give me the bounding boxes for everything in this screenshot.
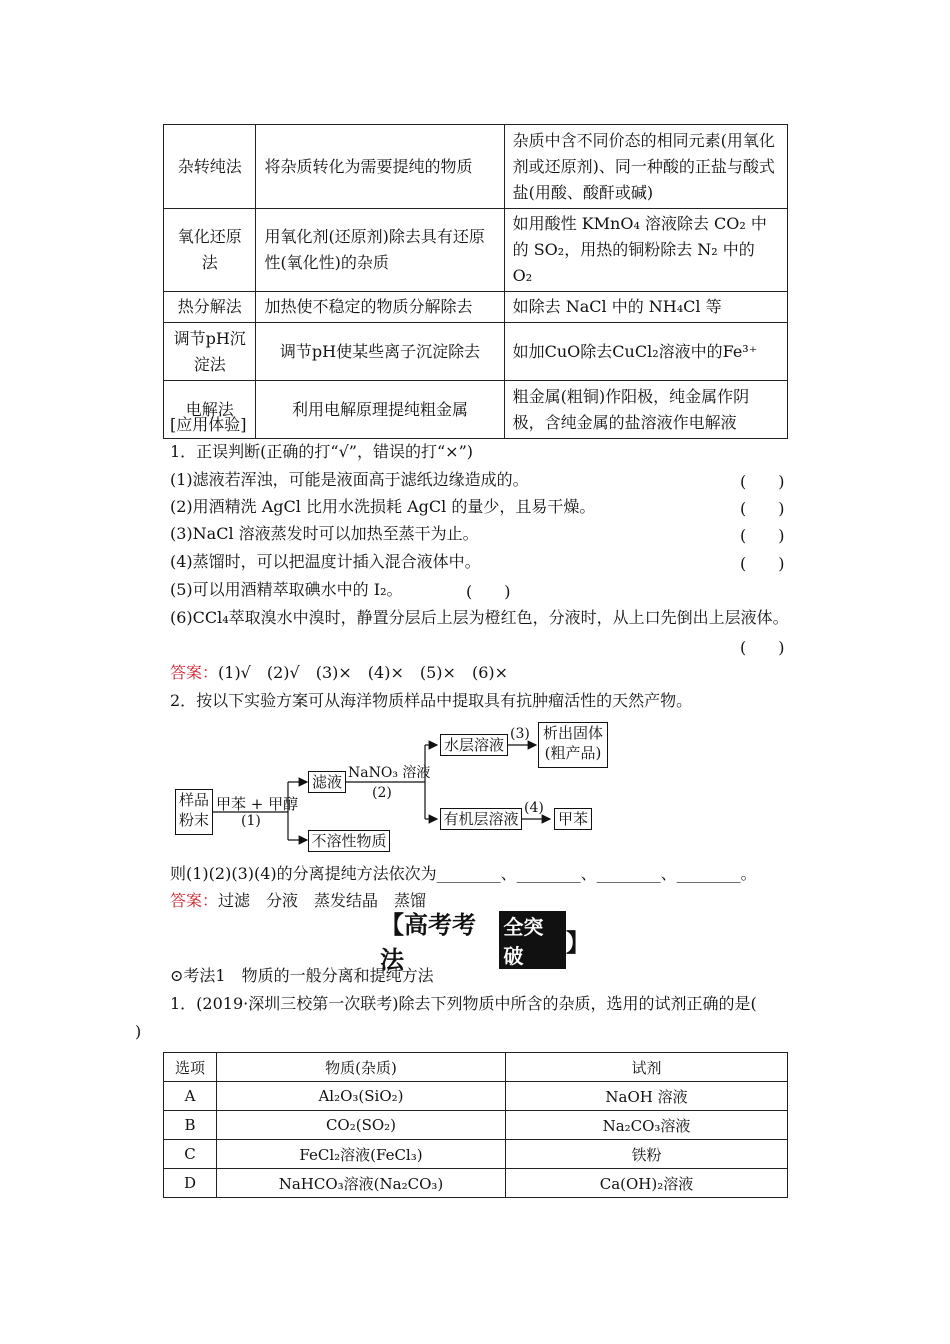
- answer-blank: ( ): [740, 472, 785, 491]
- table-cell: CO₂(SO₂): [217, 1111, 506, 1140]
- table-cell: 如除去 NaCl 中的 NH₄Cl 等: [504, 292, 787, 323]
- question-title: 2．按以下实验方案可从海洋物质样品中提取具有抗肿瘤活性的天然产物。: [170, 691, 693, 710]
- table-row: [164, 1082, 788, 1111]
- sample-label: 样品: [178, 791, 209, 809]
- table-cell: 热分解法: [164, 292, 256, 323]
- table-cell: 调节pH沉淀法: [164, 323, 256, 381]
- list-item: (3)NaCl 溶液蒸发时可以加热至蒸干为止。: [170, 524, 479, 543]
- heading-text: 【高考考法: [380, 911, 476, 974]
- toluene-box: 甲苯: [554, 808, 592, 830]
- kaofa-label: ⊙考法1 物质的一般分离和提纯方法: [170, 966, 434, 985]
- table-cell: B: [164, 1111, 217, 1140]
- table-row: [164, 381, 788, 439]
- table-cell: 调节pH使某些离子沉淀除去: [256, 323, 504, 381]
- step3-label: (3): [510, 726, 530, 742]
- table-cell: FeCl₂溶液(FeCl₃): [217, 1140, 506, 1169]
- answer-blank: ( ): [466, 582, 511, 601]
- table-cell: 杂转纯法: [164, 125, 256, 209]
- table-cell: D: [164, 1169, 217, 1198]
- question-title: 1．(2019·深圳三校第一次联考)除去下列物质中所含的杂质，选用的试剂正确的是(: [170, 994, 757, 1013]
- table-cell: 如加CuO除去CuCl₂溶液中的Fe³⁺: [504, 323, 787, 381]
- heading-bracket: 】: [566, 928, 590, 957]
- step2-label: (2): [372, 785, 392, 801]
- reagent-table: [163, 1052, 788, 1198]
- answer-line: [170, 662, 508, 684]
- answer-blank: ( ): [740, 526, 785, 545]
- table-row: [164, 209, 788, 292]
- section-heading: [380, 911, 590, 974]
- solid-box: [538, 722, 608, 768]
- question-title: 1．正误判断(正确的打“√”，错误的打“×”): [170, 442, 473, 461]
- table-cell: 氧化还原法: [164, 209, 256, 292]
- list-item: (2)用酒精洗 AgCl 比用水洗损耗 AgCl 的量少，且易干燥。: [170, 497, 596, 516]
- organic-box: 有机层溶液: [440, 808, 522, 830]
- table-cell: 将杂质转化为需要提纯的物质: [256, 125, 504, 209]
- table-cell: C: [164, 1140, 217, 1169]
- table-row: [164, 1169, 788, 1198]
- table-cell: 如用酸性 KMnO₄ 溶液除去 CO₂ 中的 SO₂，用热的铜粉除去 N₂ 中的 O₂: [504, 209, 787, 292]
- table-cell: A: [164, 1082, 217, 1111]
- table-cell: 利用电解原理提纯粗金属: [256, 381, 504, 439]
- table-header-row: [164, 1053, 788, 1082]
- step1-reagent: 甲苯 + 甲醇: [216, 795, 299, 813]
- filtrate-box: 滤液: [308, 771, 346, 793]
- purification-methods-table: [163, 124, 788, 439]
- table-cell: 铁粉: [506, 1140, 788, 1169]
- sample-label: 粉末: [178, 811, 209, 829]
- answer-text: 过滤 分液 蒸发结晶 蒸馏: [218, 891, 427, 910]
- list-item: (1)滤液若浑浊，可能是液面高于滤纸边缘造成的。: [170, 470, 529, 489]
- solid-label: 析出固体: [542, 724, 603, 742]
- heading-highlight: 全突破: [499, 911, 566, 969]
- table-row: [164, 292, 788, 323]
- table-cell: Al₂O₃(SiO₂): [217, 1082, 506, 1111]
- answer-label: 答案：: [170, 663, 219, 682]
- solid-label: (粗产品): [544, 744, 602, 762]
- table-cell: 加热使不稳定的物质分解除去: [256, 292, 504, 323]
- insoluble-box: 不溶性物质: [308, 830, 390, 852]
- question-title-end: ): [135, 1022, 142, 1041]
- table-cell: 杂质中含不同价态的相同元素(用氧化剂或还原剂)、同一种酸的正盐与酸式盐(用酸、酸酐或碱): [504, 125, 787, 209]
- table-header: 选项: [164, 1053, 217, 1082]
- step2-reagent: NaNO₃ 溶液: [348, 765, 431, 781]
- table-cell: 粗金属(粗铜)作阳极，纯金属作阴极，含纯金属的盐溶液作电解液: [504, 381, 787, 439]
- answer-blank: ( ): [740, 554, 785, 573]
- table-row: [164, 1140, 788, 1169]
- table-row: [164, 323, 788, 381]
- table-cell: 电解法: [164, 381, 256, 439]
- table-row: [164, 1111, 788, 1140]
- section-label: [应用体验]: [170, 415, 247, 434]
- answer-blank: ( ): [740, 638, 785, 657]
- table-cell: NaHCO₃溶液(Na₂CO₃): [217, 1169, 506, 1198]
- table-cell: 用氧化剂(还原剂)除去具有还原性(氧化性)的杂质: [256, 209, 504, 292]
- table-cell: Ca(OH)₂溶液: [506, 1169, 788, 1198]
- list-item: (5)可以用酒精萃取碘水中的 I₂。: [170, 580, 403, 599]
- step1-label: (1): [241, 813, 261, 829]
- table-header: 物质(杂质): [217, 1053, 506, 1082]
- list-item: (4)蒸馏时，可以把温度计插入混合液体中。: [170, 552, 481, 571]
- answer-blank: ( ): [740, 499, 785, 518]
- table-cell: NaOH 溶液: [506, 1082, 788, 1111]
- list-item: (6)CCl₄萃取溴水中溴时，静置分层后上层为橙红色，分液时，从上口先倒出上层液体。: [170, 608, 789, 627]
- table-header: 试剂: [506, 1053, 788, 1082]
- answer-text: (1)√ (2)√ (3)× (4)× (5)× (6)×: [218, 663, 509, 682]
- answer-label: 答案：: [170, 891, 219, 910]
- table-cell: Na₂CO₃溶液: [506, 1111, 788, 1140]
- question-text: 则(1)(2)(3)(4)的分离提纯方法依次为________、________、________、________。: [170, 864, 757, 883]
- step4-label: (4): [524, 800, 544, 816]
- sample-box: [175, 789, 213, 835]
- aqueous-box: 水层溶液: [440, 734, 508, 756]
- table-row: [164, 125, 788, 209]
